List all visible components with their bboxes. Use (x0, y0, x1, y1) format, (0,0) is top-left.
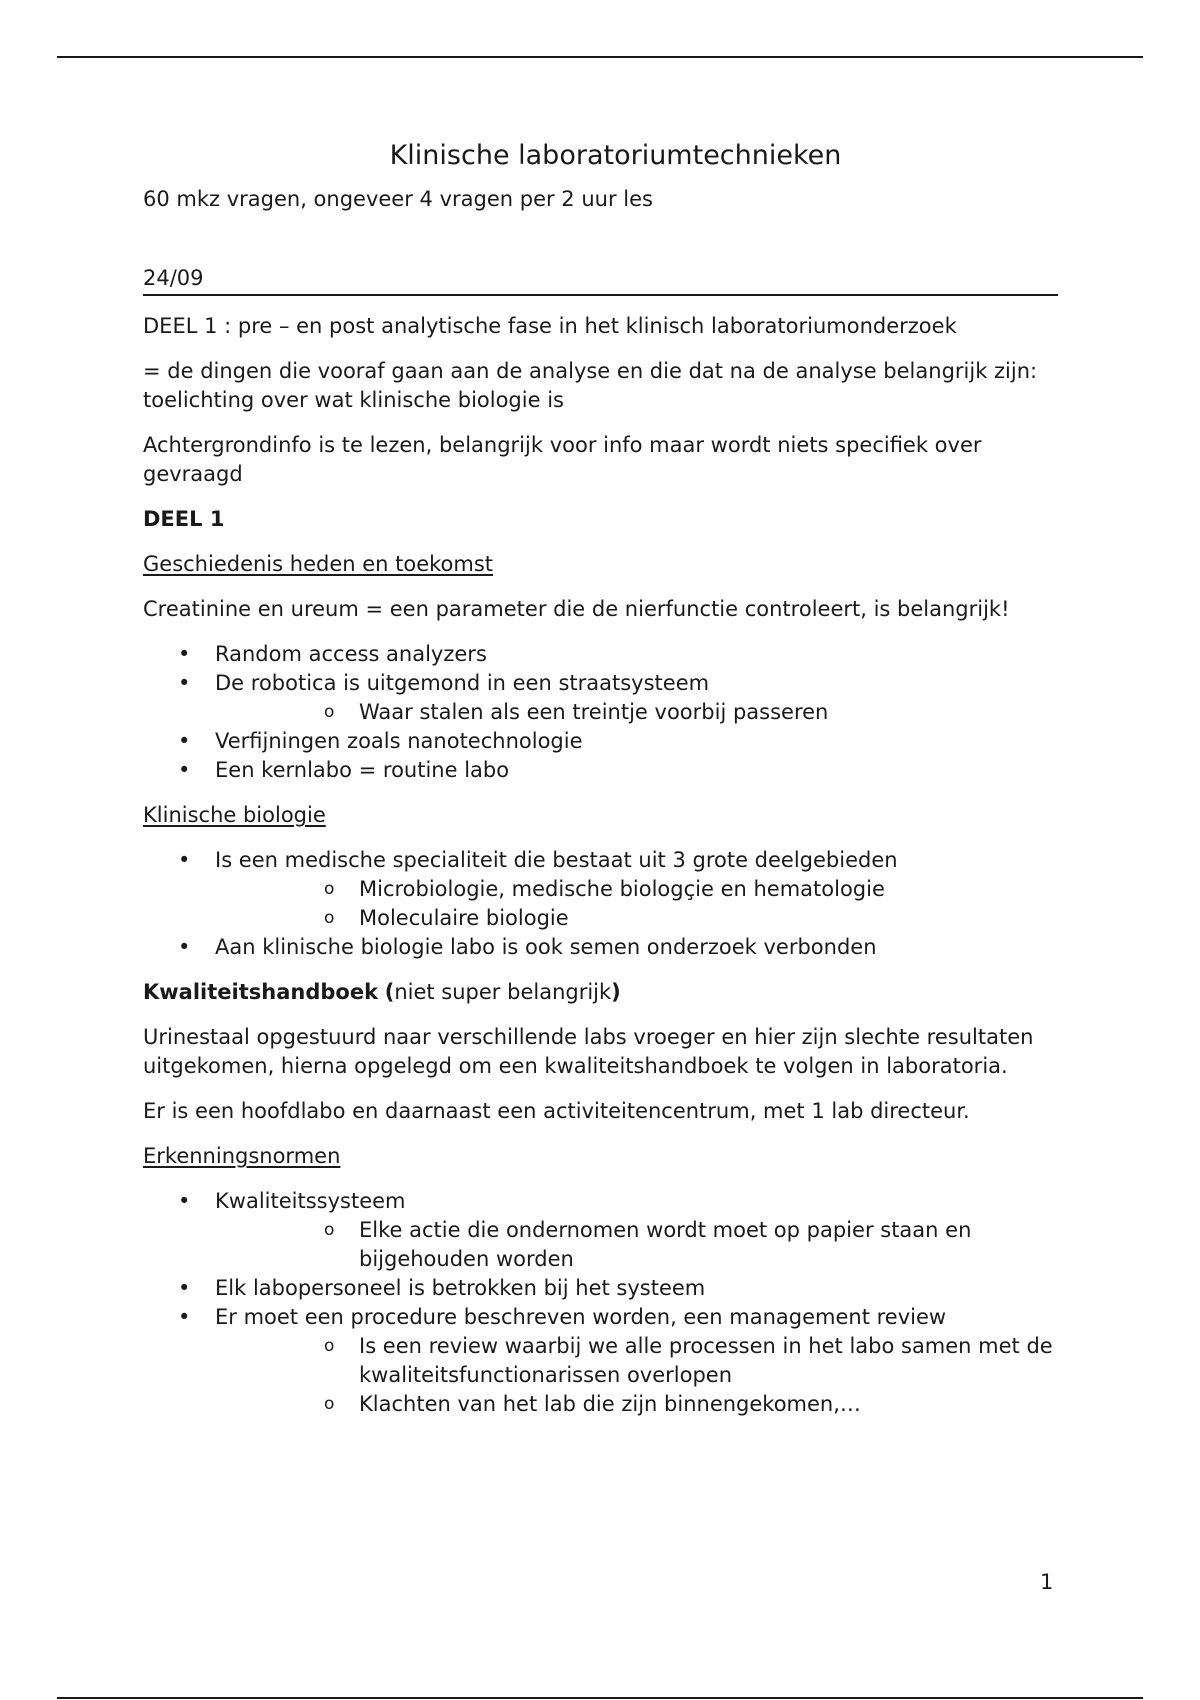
bullet-icon: • (178, 758, 191, 782)
bullet-icon: • (178, 729, 191, 753)
list-item: • Er moet een procedure beschreven worden, een management review o Is een review waarbij we alle processen in het labo samen met de kwaliteitsfunctionarissen overlopen o Klachten van het lab die zijn binnengekomen,… (143, 1303, 1058, 1419)
bullet-icon: • (178, 1305, 191, 1329)
sub-bullet-icon: o (324, 1220, 335, 1240)
sub-bullet-icon: o (324, 702, 335, 722)
list-item: • De robotica is uitgemond in een straatsysteem o Waar stalen als een treintje voorbij passeren (143, 669, 1058, 727)
sub-bullet-icon: o (324, 879, 335, 899)
sub-list-item: o Klachten van het lab die zijn binnengekomen,… (215, 1390, 1058, 1419)
quality-manual-text: Urinestaal opgestuurd naar verschillende labs vroeger en hier zijn slechte resultaten uitgekomen, hierna opgelegd om een kwaliteitshandboek te volgen in laboratoria. (143, 1025, 1034, 1078)
bullet-icon: • (178, 848, 191, 872)
history-heading: Geschiedenis heden en toekomst (143, 552, 494, 576)
sub-bullet-icon: o (324, 908, 335, 928)
document-title: Klinische laboratoriumtechnieken (389, 140, 842, 171)
list-item: • Een kernlabo = routine labo (143, 756, 1058, 785)
quality-manual-text-2: Er is een hoofdlabo en daarnaast een activiteitencentrum, met 1 lab directeur. (143, 1099, 970, 1123)
history-text: Creatinine en ureum = een parameter die de nierfunctie controleert, is belangrijk! (143, 597, 1010, 621)
list-item: • Verfijningen zoals nanotechnologie (143, 727, 1058, 756)
quality-manual-heading: Kwaliteitshandboek (niet super belangrijk) (143, 980, 621, 1004)
section-title: DEEL 1 (143, 507, 225, 531)
sub-list-item: o Elke actie die ondernomen wordt moet op papier staan en bijgehouden worden (324, 1218, 972, 1271)
list-item: • Kwaliteitssysteem o Elke actie die ondernomen wordt moet op papier staan en bijgehouden worden (143, 1187, 1058, 1274)
part-heading: DEEL 1 : pre – en post analytische fase in het klinisch laboratoriumonderzoek (143, 314, 957, 338)
recognition-list (143, 1187, 1058, 1419)
sub-list (215, 1332, 1058, 1419)
clinical-biology-heading: Klinische biologie (143, 803, 326, 827)
header-rule (57, 56, 1143, 58)
sub-list-item: o Waar stalen als een treintje voorbij passeren (215, 698, 1058, 727)
sub-bullet-icon: o (324, 1336, 335, 1356)
sub-list-item: o Microbiologie, medische biologçie en hematologie (215, 875, 1058, 904)
background-note: Achtergrondinfo is te lezen, belangrijk voor info maar wordt niets specifiek over gevraagd (143, 433, 982, 486)
sub-list (215, 1216, 1058, 1274)
sub-list (215, 875, 1058, 933)
list-item: • Random access analyzers (143, 640, 1058, 669)
document-subtitle: 60 mkz vragen, ongeveer 4 vragen per 2 uur les (143, 187, 653, 211)
sub-bullet-icon: o (324, 1394, 335, 1414)
sub-list-item: o Moleculaire biologie (215, 904, 1058, 933)
sub-list (215, 698, 1058, 727)
document-body (143, 138, 1058, 1435)
spacer (143, 230, 1058, 264)
part-definition: = de dingen die vooraf gaan aan de analyse en die dat na de analyse belangrijk zijn: toelichting over wat klinische biologie is (143, 359, 1038, 412)
clinical-biology-list (143, 846, 1058, 962)
bullet-icon: • (178, 1189, 191, 1213)
history-list (143, 640, 1058, 785)
sub-list-item: o Is een review waarbij we alle processen in het labo samen met de kwaliteitsfunctionarissen overlopen (324, 1334, 1053, 1387)
page-number: 1 (1040, 1570, 1054, 1594)
list-item: • Aan klinische biologie labo is ook semen onderzoek verbonden (143, 933, 1058, 962)
bullet-icon: • (178, 935, 191, 959)
recognition-heading: Erkenningsnormen (143, 1144, 341, 1168)
list-item: • Is een medische specialiteit die bestaat uit 3 grote deelgebieden o Microbiologie, medische biologçie en hematologie o Moleculaire biologie (143, 846, 1058, 933)
footer-rule (57, 1697, 1143, 1699)
list-item: • Elk labopersoneel is betrokken bij het systeem (143, 1274, 1058, 1303)
bullet-icon: • (178, 1276, 191, 1300)
bullet-icon: • (178, 671, 191, 695)
date-heading: 24/09 (143, 264, 1058, 296)
bullet-icon: • (178, 642, 191, 666)
